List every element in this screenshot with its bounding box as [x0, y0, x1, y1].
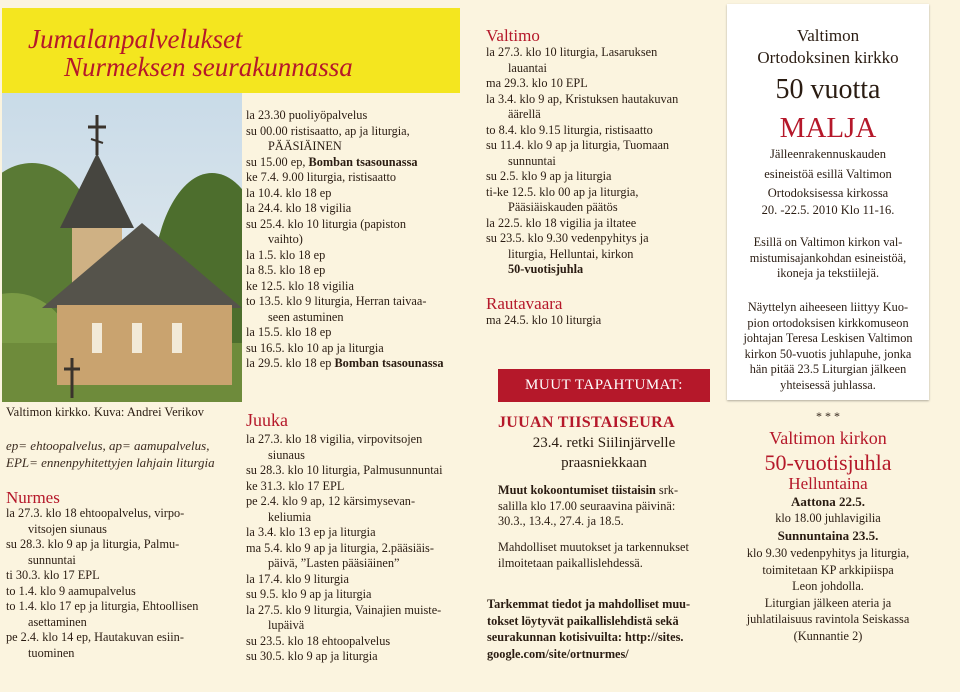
schedule-text: la 29.5. klo 18 ep — [246, 356, 335, 370]
title-line-2: Nurmeksen seurakunnassa — [64, 52, 353, 82]
schedule-text: la 27.3. klo 18 vigilia, virpovitsojen — [246, 432, 423, 446]
schedule-text: to 13.5. klo 9 liturgia, Herran taivaa- — [246, 294, 427, 308]
jubilee-heading-3: Helluntaina — [788, 474, 868, 493]
schedule-line — [246, 356, 443, 372]
schedule-text: äärellä — [508, 107, 541, 121]
card-p2-line: Näyttelyn aiheeseen liittyy Kuo- — [747, 300, 909, 314]
schedule-bold: Bomban tsasounassa — [334, 356, 444, 370]
schedule-line — [246, 325, 443, 341]
schedule-text: pe 2.4. klo 9 ap, 12 kärsimysevan- — [246, 494, 416, 508]
schedule-line — [246, 634, 443, 650]
juuka-schedule — [246, 432, 443, 665]
card-p2-line: kirkon 50-vuotis juhlapuhe, jonka — [744, 346, 912, 361]
schedule-line — [246, 155, 443, 171]
schedule-text: su 11.4. klo 9 ap ja liturgia, Tuomaan — [486, 138, 670, 152]
schedule-text: to 1.4. klo 9 aamupalvelus — [6, 583, 136, 598]
schedule-text: ke 7.4. 9.00 liturgia, ristisaatto — [246, 170, 397, 184]
eve-detail: klo 18.00 juhlavigilia — [775, 511, 881, 525]
schedule-text: su 00.00 ristisaatto, ap ja liturgia, — [246, 123, 410, 138]
schedule-text: la 27.5. klo 9 liturgia, Vainajien muiste- — [246, 602, 442, 617]
website-line: Tarkemmat tiedot ja mahdolliset muu- — [487, 597, 691, 611]
schedule-text: to 8.4. klo 9.15 liturgia, ristisaatto — [486, 122, 653, 137]
schedule-text: la 27.3. klo 10 liturgia, Lasaruksen — [486, 45, 658, 59]
website-line: seurakunnan kotisivuilta: http://sites. — [487, 630, 684, 644]
schedule-line — [246, 201, 443, 217]
sunday-line: klo 9.30 vedenpyhitys ja liturgia, — [746, 546, 910, 560]
schedule-text: 50-vuotisjuhla — [508, 262, 584, 276]
schedule-line — [6, 630, 198, 646]
schedule-text: seen astuminen — [268, 309, 344, 324]
card-malja-line: Jälleenrakennuskauden — [770, 147, 886, 161]
valtimo-heading: Valtimo — [486, 26, 540, 45]
schedule-line — [246, 541, 443, 557]
card-malja-line: esineistöä esillä Valtimon — [764, 167, 892, 181]
schedule-line — [246, 170, 443, 186]
changes-line: Mahdolliset muutokset ja tarkennukset — [498, 540, 689, 554]
card-p1-line: Esillä on Valtimon kirkon val- — [753, 235, 903, 249]
schedule-line — [486, 76, 678, 92]
schedule-text: ke 12.5. klo 18 vigilia — [246, 278, 354, 293]
schedule-text: ma 5.4. klo 9 ap ja liturgia, 2.pääsiäis- — [246, 540, 434, 555]
changes-info — [498, 540, 689, 571]
schedule-text: to 1.4. klo 17 ep ja liturgia, Ehtoollisen — [6, 599, 199, 613]
schedule-text: su 28.3. klo 10 liturgia, Palmusunnuntai — [246, 463, 443, 477]
schedule-text: la 22.5. klo 18 vigilia ja iltatee — [486, 215, 637, 230]
sunday-details — [727, 545, 929, 644]
schedule-text: su 28.3. klo 9 ap ja liturgia, Palmu- — [6, 537, 180, 551]
trip-line: praasniekkaan — [561, 455, 647, 471]
meetings-line: salilla klo 17.00 seuraavina päivinä: — [498, 498, 676, 513]
jubilee-heading-1: Valtimon kirkon — [769, 428, 887, 448]
church-photo — [2, 93, 242, 402]
schedule-line — [6, 537, 198, 553]
schedule-line — [6, 615, 198, 631]
schedule-line — [246, 108, 443, 124]
card-p2-line: yhteisessä juhlassa. — [780, 377, 876, 392]
card-p2-line: hän pitää 23.5 Liturgian jälkeen — [749, 362, 907, 376]
card-malja: MALJA — [779, 112, 877, 144]
schedule-line — [486, 185, 678, 201]
schedule-text: lauantai — [508, 60, 547, 75]
schedule-text: sunnuntai — [508, 153, 556, 168]
schedule-text: la 17.4. klo 9 liturgia — [246, 571, 349, 586]
schedule-line — [486, 45, 678, 61]
schedule-text: päivä, ”Lasten pääsiäinen” — [268, 556, 400, 570]
rautavaara-heading: Rautavaara — [486, 294, 563, 313]
schedule-line — [486, 231, 678, 247]
schedule-line — [486, 216, 678, 232]
schedule-line — [6, 522, 198, 538]
schedule-text: su 9.5. klo 9 ap ja liturgia — [246, 587, 372, 601]
schedule-text: su 16.5. klo 10 ap ja liturgia — [246, 340, 384, 355]
schedule-text: pe 2.4. klo 14 ep, Hautakuvan esiin- — [6, 630, 184, 644]
schedule-line — [246, 341, 443, 357]
meetings-line: 30.3., 13.4., 27.4. ja 18.5. — [498, 514, 624, 528]
schedule-line — [246, 186, 443, 202]
meetings-bold: Muut kokoontumiset tiistaisin — [498, 483, 656, 497]
sunday-date: Sunnuntaina 23.5. — [777, 528, 879, 543]
schedule-line — [246, 587, 443, 603]
schedule-text: keliumia — [268, 509, 312, 524]
schedule-line — [246, 248, 443, 264]
schedule-text: siunaus — [268, 447, 305, 462]
abbrev-line: EPL= ennenpyhitettyjen lahjain liturgia — [6, 455, 215, 470]
schedule-bold: Bomban tsasounassa — [308, 154, 418, 169]
schedule-text: su 30.5. klo 9 ap ja liturgia — [246, 649, 378, 663]
schedule-text: su 23.5. klo 18 ehtoopalvelus — [246, 633, 391, 648]
schedule-line — [246, 310, 443, 326]
schedule-text: vitsojen siunaus — [28, 521, 107, 536]
card-malja-line: Ortodoksisessa kirkossa — [767, 186, 889, 200]
schedule-text: Pääsiäiskauden päätös — [508, 200, 618, 214]
schedule-text: la 27.3. klo 18 ehtoopalvelus, virpo- — [6, 506, 185, 520]
schedule-text: la 3.4. klo 9 ap, Kristuksen hautakuvan — [486, 91, 679, 106]
schedule-line — [486, 123, 678, 139]
trip-line: 23.4. retki Siilinjärvelle — [532, 435, 676, 451]
schedule-line — [486, 138, 678, 154]
card-paragraph-2 — [727, 300, 929, 393]
schedule-line — [6, 646, 198, 662]
title-line-1: Jumalanpalvelukset — [28, 24, 243, 54]
schedule-line — [246, 556, 443, 572]
website-info — [487, 596, 690, 662]
schedule-line — [246, 572, 443, 588]
jubilee-heading-2: 50-vuotisjuhla — [764, 450, 892, 475]
schedule-text: la 1.5. klo 18 ep — [246, 247, 326, 262]
schedule-line — [246, 618, 443, 634]
schedule-line — [246, 232, 443, 248]
nurmes-heading: Nurmes — [6, 488, 60, 507]
schedule-line — [6, 553, 198, 569]
sunday-line: (Kunnantie 2) — [793, 628, 863, 643]
schedule-text: sunnuntai — [28, 552, 76, 567]
schedule-text: ti 30.3. klo 17 EPL — [6, 568, 100, 582]
schedule-line — [246, 448, 443, 464]
separator-stars: * * * — [816, 409, 840, 423]
schedule-line — [6, 568, 198, 584]
schedule-text: la 15.5. klo 18 ep — [246, 325, 332, 339]
card-years: 50 vuotta — [775, 74, 881, 105]
other-events-banner: MUUT TAPAHTUMAT: — [498, 369, 710, 402]
schedule-text: vaihto) — [268, 232, 303, 246]
card-p1-line: mistumisajankohdan esineistöä, — [749, 250, 907, 265]
schedule-text: la 23.30 puoliyöpalvelus — [246, 108, 368, 122]
website-line: tokset löytyvät paikallislehdistä sekä — [487, 613, 679, 628]
schedule-line — [246, 525, 443, 541]
schedule-line — [246, 494, 443, 510]
schedule-line — [246, 463, 443, 479]
schedule-line — [486, 92, 678, 108]
nurmes-schedule-cont — [246, 108, 443, 372]
schedule-text: la 24.4. klo 18 vigilia — [246, 201, 352, 215]
meetings-info — [498, 483, 678, 530]
sunday-line: Leon johdolla. — [792, 579, 864, 593]
schedule-text: tuominen — [28, 645, 75, 660]
card-p2-line: pion ortodoksisen kirkkomuseon — [747, 315, 909, 330]
sunday-line: Liturgian jälkeen ateria ja — [764, 595, 892, 610]
schedule-line — [486, 200, 678, 216]
schedule-text: lupäivä — [268, 618, 305, 632]
schedule-text: liturgia, Helluntai, kirkon — [508, 246, 634, 261]
schedule-text: asettaminen — [28, 614, 87, 629]
schedule-line — [246, 294, 443, 310]
schedule-text: la 3.4. klo 13 ep ja liturgia — [246, 525, 376, 539]
schedule-line — [246, 124, 443, 140]
schedule-line — [6, 506, 198, 522]
schedule-line — [486, 61, 678, 77]
juuka-heading: Juuka — [246, 410, 288, 430]
schedule-line — [6, 599, 198, 615]
card-p1-line: ikoneja ja tekstiilejä. — [776, 266, 880, 280]
schedule-line — [6, 584, 198, 600]
sunday-line: toimitetaan KP arkkipiispa — [762, 562, 894, 577]
card-malja-date: 20. -22.5. 2010 Klo 11-16. — [761, 203, 895, 217]
schedule-text: su 25.4. klo 10 liturgia (papiston — [246, 216, 406, 231]
card-paragraph-1 — [727, 235, 929, 282]
abbrev-line: ep= ehtoopalvelus, ap= aamupalvelus, — [6, 438, 210, 453]
nurmes-schedule — [6, 506, 198, 661]
schedule-line — [246, 217, 443, 233]
schedule-line — [486, 262, 678, 278]
card-name-2: Ortodoksinen kirkko — [757, 48, 899, 67]
sunday-line: juhlatilaisuus ravintola Seiskassa — [746, 612, 910, 626]
schedule-text: su 15.00 ep, — [246, 154, 309, 169]
schedule-line — [486, 107, 678, 123]
abbreviations — [6, 437, 215, 471]
schedule-text: PÄÄSIÄINEN — [268, 139, 342, 153]
schedule-text: ke 31.3. klo 17 EPL — [246, 478, 345, 493]
card-p2-line: johtajan Teresa Leskisen Valtimon — [743, 331, 913, 345]
eve-date: Aattona 22.5. — [790, 494, 866, 509]
schedule-line — [246, 263, 443, 279]
schedule-line — [486, 154, 678, 170]
schedule-line — [486, 169, 678, 185]
website-line: google.com/site/ortnurmes/ — [487, 646, 629, 661]
schedule-line — [246, 603, 443, 619]
schedule-line — [246, 139, 443, 155]
schedule-text: su 2.5. klo 9 ap ja liturgia — [486, 169, 612, 183]
juuka-tuesday-heading: JUUAN TIISTAISEURA — [498, 414, 675, 431]
schedule-line — [246, 479, 443, 495]
schedule-text: ma 29.3. klo 10 EPL — [486, 76, 588, 90]
photo-caption: Valtimon kirkko. Kuva: Andrei Verikov — [6, 405, 205, 419]
schedule-text: la 10.4. klo 18 ep — [246, 185, 332, 200]
card-name-1: Valtimon — [796, 26, 860, 45]
changes-line: ilmoitetaan paikallislehdessä. — [498, 555, 643, 570]
rautavaara-schedule: ma 24.5. klo 10 liturgia — [486, 313, 602, 327]
schedule-line — [246, 279, 443, 295]
meetings-rest: srk- — [655, 483, 679, 497]
trip-info — [498, 433, 710, 473]
schedule-line — [246, 432, 443, 448]
schedule-line — [486, 247, 678, 263]
schedule-line — [246, 510, 443, 526]
schedule-text: ti-ke 12.5. klo 00 ap ja liturgia, — [486, 184, 639, 199]
schedule-text: su 23.5. klo 9.30 vedenpyhitys ja — [486, 231, 649, 245]
valtimo-schedule — [486, 45, 678, 278]
schedule-text: la 8.5. klo 18 ep — [246, 263, 326, 277]
schedule-line — [246, 649, 443, 665]
